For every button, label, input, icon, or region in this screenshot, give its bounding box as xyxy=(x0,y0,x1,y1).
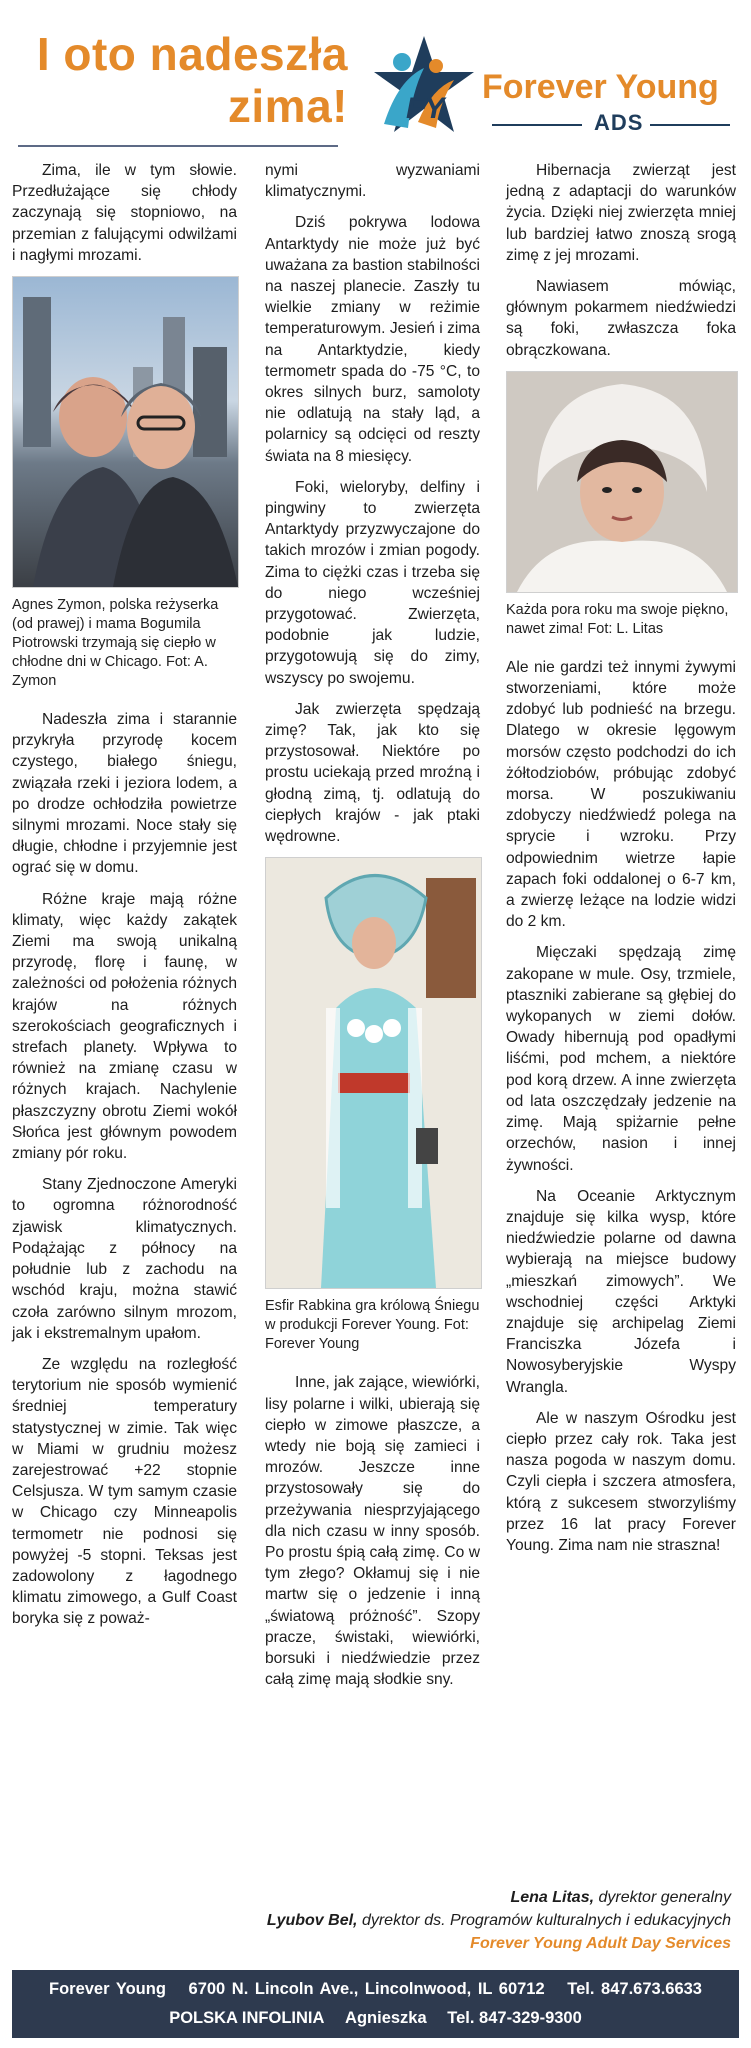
photo-winter-portrait xyxy=(506,371,738,593)
footer-phone: Tel. 847.673.6633 xyxy=(567,1980,702,1998)
paragraph: Ale w naszym Ośrodku jest ciepło przez cały rok. Taka jest nasza pogoda w naszym domu. Czyli ciepła i szczera atmosfera, którą z sukcesem stworzyliśmy przez 16 lat pracy Forever Young. Zima nam nie straszna! xyxy=(506,1409,736,1554)
forever-young-logo xyxy=(362,28,732,148)
svg-text:FY: FY xyxy=(406,92,445,125)
headline-line2: zima! xyxy=(227,80,348,132)
signer-role: dyrektor generalny xyxy=(598,1889,731,1906)
footer-phone: Tel. 847-329-9300 xyxy=(447,2009,582,2027)
paragraph: Zima, ile w tym słowie. Przedłużające się chłody zaczynają się stopniowo, na przemian z falującymi odwilżami i nagłymi mrozami. xyxy=(12,162,237,264)
paragraph: Na Oceanie Arktycznym znajduje się kilka wysp, które niedźwiedzie polarne od dawna wybierają na miejsce budowy „mieszkań zimowych”. We wschodniej części Arktyki znajduje się archipelag Ziemi Franciszka Józefa i Nowosyberyjskie Wyspy Wrangla. xyxy=(506,1187,736,1396)
signature-block xyxy=(267,1886,731,1955)
footer-partner: POLSKA INFOLINIA xyxy=(169,2009,325,2027)
paragraph: Nawiasem mówiąc, głównym pokarmem niedźwiedzi są foki, zwłaszcza foka obrączkowana. xyxy=(506,278,736,359)
paragraph: Różne kraje mają różne klimaty, więc każdy zakątek Ziemi ma swoją unikalną przyrodę, florę i faunę, w zależności od położenia różnych krajów na różnych szerokościach geograficznych i strefach planety. Wpływa to również na zmianę czasu w różnych krajach. Nachylenie płaszczyzny obrotu Ziemi wokół Słońca jest głównym powodem zmiany pór roku. xyxy=(12,890,237,1163)
photo-caption: Esfir Rabkina gra królową Śniegu w produkcji Forever Young. Fot: Forever Young xyxy=(265,1298,480,1353)
signer-name: Lyubov Bel, xyxy=(266,1912,358,1929)
photo-illustration xyxy=(266,858,481,1288)
paragraph: Foki, wieloryby, delfiny i pingwiny to zwierzęta Antarktydy przyzwyczajone do takich mrozów i zmian pogody. Zima to ciężki czas i trzeba się do niego wcześniej przygotować. Zwierzęta, podobnie jak ludzie, przygotowują się do zimy, wszyscy po swojemu. xyxy=(265,478,480,687)
paragraph: Inne, jak zające, wiewiórki, lisy polarne i wilki, ubierają się ciepło w zimowe płaszcze, a wtedy nie boją się zamieci i mrozów. Jeszcze inne przystosowały się do przeżywania niesprzyjającego dla nich czasu w inny sposób. Po prostu śpią całą zimę. Co w tym złego? Okłamuj się i nie martw się o jedzenie i inną „światową próżność”. Szopy pracze, świstaki, wiewiórki, borsuki i niedźwiedzie przez całą zimę mają słodkie sny. xyxy=(265,1374,480,1689)
column-3 xyxy=(506,160,736,1566)
logo-name: Forever Young xyxy=(482,68,719,106)
logo-emblem-icon xyxy=(362,32,482,142)
footer-contact: Agnieszka xyxy=(345,2009,427,2027)
paragraph: Nadeszła zima i starannie przykryła przyrodę kocem czystego, białego śniegu, związała rzeki i jeziora lodem, a po drodze ochłodziła powietrze silnymi mrozami. Noce stały się długie, chłodne i przyjemnie jest ograć się w domu. xyxy=(12,711,237,877)
paragraph: Jak zwierzęta spędzają zimę? Tak, jak kto się przystosował. Niektóre po prostu uciekają przed mroźną i głodną zimą, tj. odlatują do ciepłych krajów - jak ptaki wędrowne. xyxy=(265,700,480,846)
footer-address: 6700 N. Lincoln Ave., Lincolnwood, IL 60712 xyxy=(188,1980,545,1998)
paragraph: Stany Zjednoczone Ameryki to ogromna różnorodność zjawisk klimatycznych. Podążając z północy na południe lub z zachodu na wschód kraju, można stawić czoła zarówno silnym mrozom, jak i ekstremalnym upałom. xyxy=(12,1176,237,1342)
signer-role: dyrektor ds. Programów kulturalnych i edukacyjnych xyxy=(361,1912,731,1929)
paragraph: Ale nie gardzi też innymi żywymi stworzeniami, które może zdobyć lub podnieść na brzegu. Dlatego w okresie lęgowym morsów często podchodzi do ich żółtodziobów, próbując zdobyć morsa. W poszukiwaniu zdobyczy niedźwiedź polega na sprycie i wzroku. Przy odpowiednim wietrze łapie zapach foki oddalonej o 6-7 km, a zwierzę leżące na lodzie widzi do 2 km. xyxy=(506,658,736,931)
footer-org: Forever Young xyxy=(49,1980,166,1998)
paragraph: Dziś pokrywa lodowa Antarktydy nie może już być uważana za bastion stabilności na naszej planecie. Zaszły tu wielkie zmiany w reżimie temperaturowym. Jesień i zima na Antarktydzie, kiedy termometr spada do -75 °C, to okres silnych burz, samoloty nie odlatują na stały ląd, a polarnicy są odcięci od reszty świata na 8 miesięcy. xyxy=(265,214,480,465)
footer-bar xyxy=(12,1970,739,2038)
logo-sub: ADS xyxy=(594,110,644,135)
column-2 xyxy=(265,160,480,1700)
paragraph: Mięczaki spędzają zimę zakopane w mule. Osy, trzmiele, ptaszniki zabierane są głębiej do wykopanych w ziemi dołów. Owady hibernują pod opadłymi liśćmi, pod mchem, a niektóre pod korą drzew. A inne zwierzęta od lata oszczędzały jedzenie na zimę. Mają spiżarnie pełne orzechów, nasion i innej żywności. xyxy=(506,944,736,1174)
logo-rule-left xyxy=(492,124,582,126)
photo-chicago-women xyxy=(12,276,239,588)
article-page xyxy=(12,10,739,2038)
footer-line-1 xyxy=(12,1980,739,1999)
paragraph: Ze względu na rozległość terytorium nie sposób wymienić średniej temperatury statystycznej w zimie. Tak więc w Miami w grudniu możesz zarejestrować +22 stopnie Celsjusza. W tym samym czasie w Chicago czy Minneapolis termometr nie podnosi się powyżej -5 stopni. Teksas jest zadowolony z łagodnego klimatu zimowego, a Gulf Coast boryka się z poważ- xyxy=(12,1355,237,1628)
signer-name: Lena Litas, xyxy=(510,1889,595,1906)
photo-snow-queen xyxy=(265,857,482,1289)
photo-illustration xyxy=(507,372,737,592)
paragraph: Hibernacja zwierząt jest jedną z adaptacji do warunków życia. Dzięki niej zwierzęta mniej lub bardziej łatwo znoszą srogą zimę z jej mrozami. xyxy=(506,162,736,264)
paragraph: nymi wyzwaniami klimatycznymi. xyxy=(265,162,480,201)
headline xyxy=(18,28,348,132)
headline-line1: I oto nadeszła xyxy=(36,28,348,80)
logo-rule-right xyxy=(650,124,730,126)
photo-caption: Każda pora roku ma swoje piękno, nawet zima! Fot: L. Litas xyxy=(506,601,729,637)
photo-illustration xyxy=(13,277,238,587)
photo-caption: Agnes Zymon, polska reżyserka (od prawej) i mama Bogumila Piotrowski trzymają się ciepło w chłodne dni w Chicago. Fot: A. Zymon xyxy=(12,597,219,690)
column-1 xyxy=(12,160,237,1640)
signature-org: Forever Young Adult Day Services xyxy=(470,1935,731,1952)
footer-line-2 xyxy=(12,2009,739,2028)
headline-divider xyxy=(18,145,338,147)
